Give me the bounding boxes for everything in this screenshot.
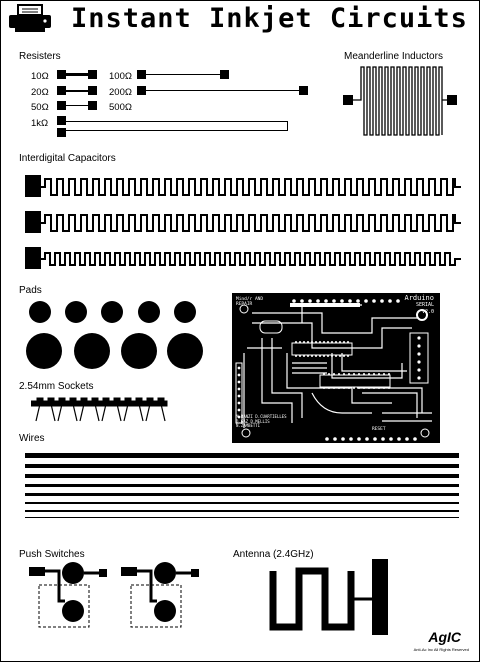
resistor-200-trace [146, 90, 299, 91]
pcb-model: SERIAL [415, 302, 434, 308]
wire-7 [25, 510, 459, 512]
section-resisters-title: Resisters [19, 51, 61, 62]
socket-strip [31, 395, 181, 427]
resistor-1k-pad-bottom [57, 128, 66, 137]
push-switches [29, 561, 219, 633]
pcb-brand-block [404, 295, 434, 316]
pad-small-5 [174, 301, 196, 323]
footer-credit: Anti-Ac Inc All Rights Reserved [413, 647, 469, 652]
section-capacitors-title: Interdigital Capacitors [19, 153, 116, 164]
resistor-100-trace [146, 74, 220, 75]
pad-large-4 [167, 333, 203, 369]
interdigital-capacitors [25, 167, 465, 275]
pad-large-1 [26, 333, 62, 369]
section-sockets-title: 2.54mm Sockets [19, 381, 94, 392]
resistor-10-trace [66, 73, 88, 76]
resistor-200-pad-left [137, 86, 146, 95]
pad-small-2 [65, 301, 87, 323]
wire-2 [25, 464, 459, 468]
resistor-50-pad-right [88, 101, 97, 110]
resistor-50-pad-left [57, 101, 66, 110]
wire-3 [25, 474, 459, 478]
pcb-reset-label: RESET [372, 427, 386, 432]
wire-4 [25, 484, 459, 487]
pcb-version: v2.0 [421, 309, 434, 315]
pad-small-1 [29, 301, 51, 323]
section-pads-title: Pads [19, 285, 42, 296]
resistor-50-label: 50Ω [31, 102, 49, 113]
pcb-brand: Arduino [404, 294, 434, 302]
arduino-pcb [232, 293, 440, 443]
resistor-100-pad-left [137, 70, 146, 79]
resistor-200-pad-right [299, 86, 308, 95]
pad-small-4 [138, 301, 160, 323]
resistor-10-pad-left [57, 70, 66, 79]
wire-5 [25, 493, 459, 496]
pcb-top-text: Mind/r AND REPAIR [236, 297, 264, 307]
antenna-2-4ghz [269, 559, 395, 635]
wire-8 [25, 517, 459, 518]
pad-small-3 [101, 301, 123, 323]
resistor-1k-label: 1kΩ [31, 118, 49, 129]
pcb-credits: M.BANZI D.CUARTIELLES D.GAZ D.MELLIS N.ZAMBETTI [236, 414, 287, 428]
resistor-1k-trace [66, 121, 288, 131]
resistor-50-trace [66, 105, 88, 106]
wire-6 [25, 502, 459, 504]
section-push-title: Push Switches [19, 549, 85, 560]
footer-brand: AgIC [428, 629, 461, 645]
printer-icon [5, 4, 55, 34]
wire-1 [25, 453, 459, 458]
pad-large-3 [121, 333, 157, 369]
section-wires-title: Wires [19, 433, 45, 444]
resistor-10-pad-right [88, 70, 97, 79]
meanderline-inductor [343, 63, 458, 141]
pad-large-2 [74, 333, 110, 369]
resistor-20-pad-right [88, 86, 97, 95]
resistor-100-label: 100Ω [109, 71, 132, 82]
resistor-10-label: 10Ω [31, 71, 49, 82]
resistor-20-pad-left [57, 86, 66, 95]
resistor-20-trace [66, 90, 88, 92]
section-antenna-title: Antenna (2.4GHz) [233, 549, 314, 560]
page-title: Instant Inkjet Circuits [71, 3, 468, 34]
section-meanderline-title: Meanderline Inductors [344, 51, 443, 62]
resistor-1k-pad-top [57, 116, 66, 125]
resistor-100-pad-right [220, 70, 229, 79]
resistor-500-label: 500Ω [109, 102, 132, 113]
resistor-200-label: 200Ω [109, 87, 132, 98]
resistor-20-label: 20Ω [31, 87, 49, 98]
